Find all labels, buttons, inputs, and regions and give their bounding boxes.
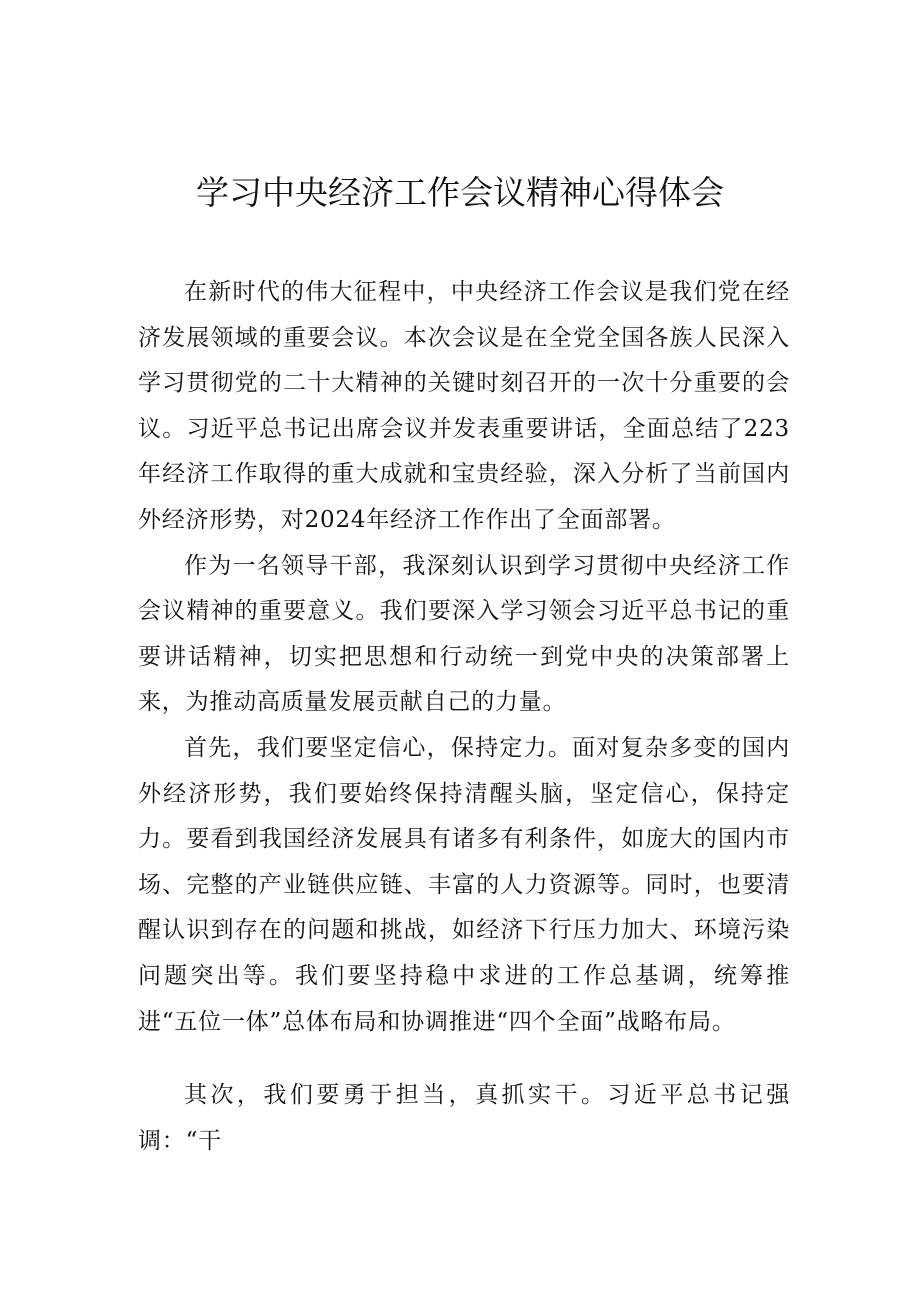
paragraph-1: 在新时代的伟大征程中，中央经济工作会议是我们党在经济发展领域的重要会议。本次会议是在全党全国各族人民深入学习贯彻党的二十大精神的关键时刻召开的一次十分重要的会议。习近平总书记出席会议并发表重要讲话，全面总结了223年经济工作取得的重大成就和宝贵经验，深入分析了当前国内外经济形势，对2024年经济工作作出了全面部署。 <box>138 279 790 533</box>
paragraph-4: 其次，我们要勇于担当，真抓实干。习近平总书记强调：“干 <box>138 1082 790 1154</box>
paragraph-2: 作为一名领导干部，我深刻认识到学习贯彻中央经济工作会议精神的重要意义。我们要深入学习领会习近平总书记的重要讲话精神，切实把思想和行动统一到党中央的决策部署上来，为推动高质量发展贡献自己的力量。 <box>138 552 790 716</box>
paragraph-3: 首先，我们要坚定信心，保持定力。面对复杂多变的国内外经济形势，我们要始终保持清醒头脑，坚定信心，保持定力。要看到我国经济发展具有诸多有利条件，如庞大的国内市场、完整的产业链供应链、丰富的人力资源等。同时，也要清醒认识到存在的问题和挑战，如经济下行压力加大、环境污染问题突出等。我们要坚持稳中求进的工作总基调，统筹推进“五位一体”总体布局和协调推进“四个全面”战略布局。 <box>138 734 790 1035</box>
document-title: 学习中央经济工作会议精神心得体会 <box>196 173 724 212</box>
document-body <box>138 270 790 1164</box>
